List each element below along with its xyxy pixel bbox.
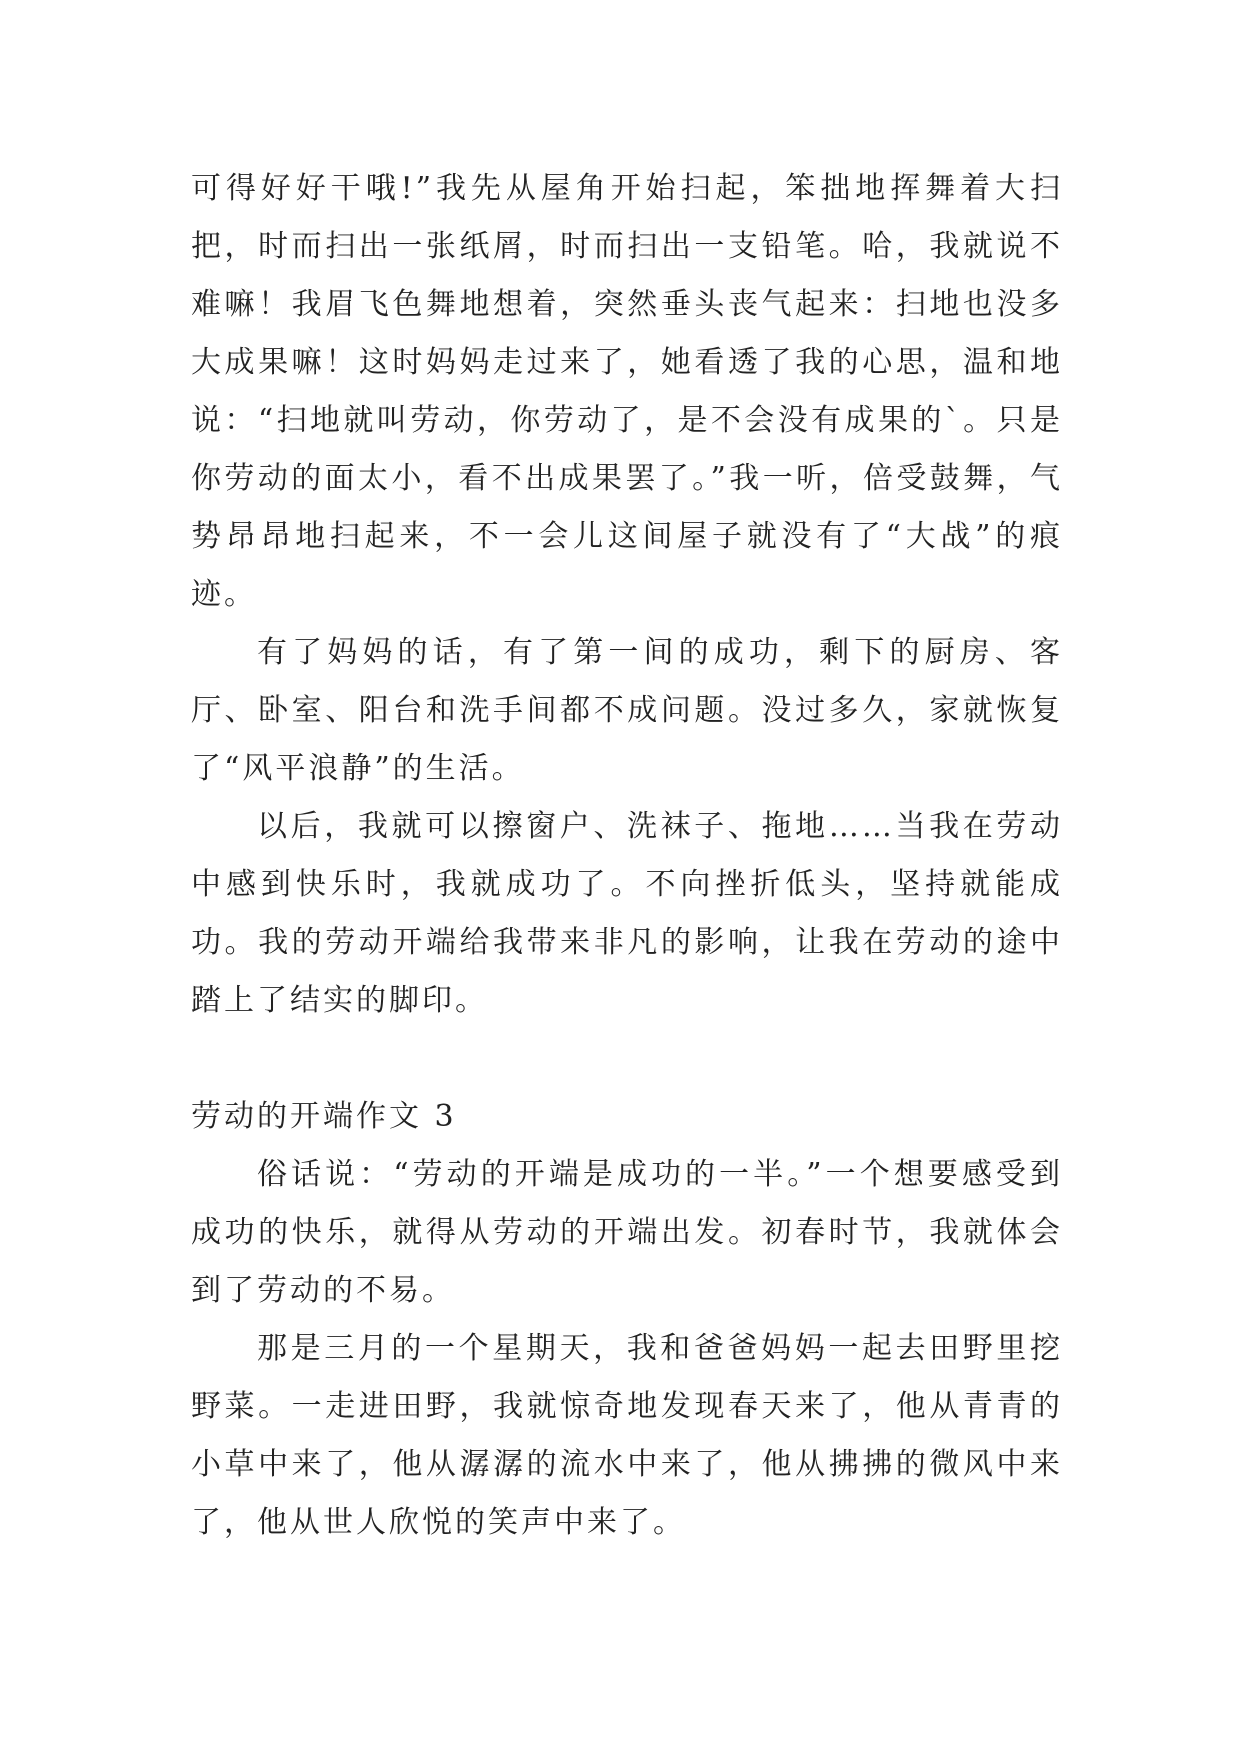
section-title: 劳动的开端作文 3 bbox=[191, 1099, 457, 1134]
paragraph-2: 有了妈妈的话，有了第一间的成功，剩下的厨房、客厅、卧室、阳台和洗手间都不成问题。没过多久，家就恢复了“风平浪静”的生活。 bbox=[191, 635, 1063, 786]
paragraph-3: 以后，我就可以擦窗户、洗袜子、拖地……当我在劳动中感到快乐时，我就成功了。不向挫折低头，坚持就能成功。我的劳动开端给我带来非凡的影响，让我在劳动的途中踏上了结实的脚印。 bbox=[191, 809, 1063, 1018]
paragraph-4: 俗话说：“劳动的开端是成功的一半。”一个想要感受到成功的快乐，就得从劳动的开端出发。初春时节，我就体会到了劳动的不易。 bbox=[191, 1157, 1063, 1308]
section-spacer bbox=[191, 1030, 1063, 1088]
document-body bbox=[191, 160, 1063, 1552]
paragraph-1: 可得好好干哦!”我先从屋角开始扫起，笨拙地挥舞着大扫把，时而扫出一张纸屑，时而扫出一支铅笔。哈，我就说不难嘛！我眉飞色舞地想着，突然垂头丧气起来：扫地也没多大成果嘛！这时妈妈走过来了，她看透了我的心思，温和地说：“扫地就叫劳动，你劳动了，是不会没有成果的`。只是你劳动的面太小，看不出成果罢了。”我一听，倍受鼓舞，气势昂昂地扫起来，不一会儿这间屋子就没有了“大战”的痕迹。 bbox=[191, 171, 1063, 612]
paragraph-5: 那是三月的一个星期天，我和爸爸妈妈一起去田野里挖野菜。一走进田野，我就惊奇地发现春天来了，他从青青的小草中来了，他从潺潺的流水中来了，他从拂拂的微风中来了，他从世人欣悦的笑声中来了。 bbox=[191, 1331, 1063, 1540]
